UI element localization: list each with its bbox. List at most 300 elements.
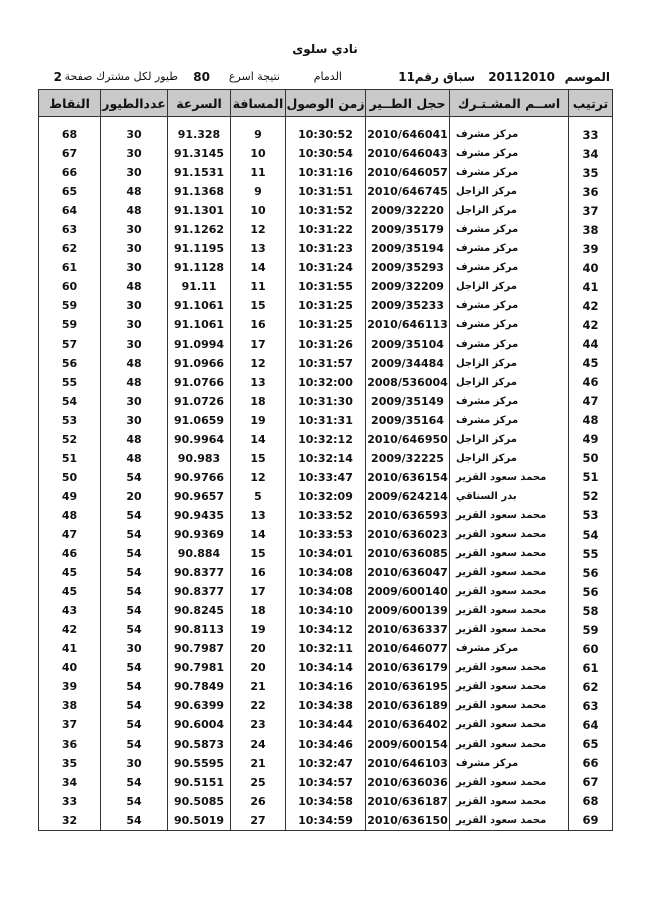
cell-time: 10:33:47 <box>286 468 366 487</box>
cell-ring: 2010/636187 <box>366 792 450 811</box>
cell-name: محمد سعود القزير <box>450 735 569 754</box>
cell-speed: 90.6004 <box>168 715 231 734</box>
cell-time: 10:32:47 <box>286 754 366 773</box>
cell-birds: 54 <box>101 677 168 696</box>
cell-points: 48 <box>39 506 101 525</box>
cell-points: 42 <box>39 620 101 639</box>
cell-rank: 62 <box>569 677 613 696</box>
cell-birds: 30 <box>101 392 168 411</box>
cell-birds: 54 <box>101 506 168 525</box>
cell-rank: 68 <box>569 792 613 811</box>
table-row <box>39 277 613 296</box>
cell-birds: 54 <box>101 658 168 677</box>
cell-name: مركز الزاجل <box>450 354 569 373</box>
table-row <box>39 315 613 334</box>
table-row <box>39 201 613 220</box>
cell-ring: 2010/636179 <box>366 658 450 677</box>
col-header-speed: السرعة <box>168 90 231 117</box>
table-row <box>39 125 613 144</box>
cell-time: 10:31:24 <box>286 258 366 277</box>
cell-time: 10:31:25 <box>286 296 366 315</box>
cell-rank: 41 <box>569 277 613 296</box>
cell-distance: 10 <box>231 201 286 220</box>
cell-distance: 21 <box>231 754 286 773</box>
cell-speed: 91.1195 <box>168 239 231 258</box>
cell-speed: 90.7987 <box>168 639 231 658</box>
cell-birds: 30 <box>101 315 168 334</box>
cell-rank: 53 <box>569 506 613 525</box>
table-row <box>39 163 613 182</box>
table-row <box>39 754 613 773</box>
cell-points: 56 <box>39 354 101 373</box>
cell-time: 10:34:38 <box>286 696 366 715</box>
table-row <box>39 715 613 734</box>
cell-birds: 30 <box>101 144 168 163</box>
cell-birds: 54 <box>101 525 168 544</box>
cell-points: 40 <box>39 658 101 677</box>
cell-speed: 90.5151 <box>168 773 231 792</box>
results-body <box>39 117 613 831</box>
season-value: 20112010 <box>488 70 555 84</box>
cell-points: 36 <box>39 735 101 754</box>
cell-points: 65 <box>39 182 101 201</box>
cell-name: محمد سعود القزير <box>450 525 569 544</box>
cell-name: مركز الزاجل <box>450 449 569 468</box>
cell-rank: 40 <box>569 258 613 277</box>
cell-time: 10:32:14 <box>286 449 366 468</box>
cell-name: مركز مشرف <box>450 392 569 411</box>
cell-name: مركز الزاجل <box>450 277 569 296</box>
cell-points: 66 <box>39 163 101 182</box>
cell-ring: 2009/35293 <box>366 258 450 277</box>
cell-distance: 12 <box>231 220 286 239</box>
table-row <box>39 639 613 658</box>
cell-distance: 17 <box>231 335 286 354</box>
cell-time: 10:31:25 <box>286 315 366 334</box>
cell-points: 68 <box>39 125 101 144</box>
cell-ring: 2010/636085 <box>366 544 450 563</box>
cell-birds: 54 <box>101 696 168 715</box>
col-header-name: اســم المشـتـرك <box>450 90 569 117</box>
cell-time: 10:31:23 <box>286 239 366 258</box>
cell-rank: 50 <box>569 449 613 468</box>
cell-name: محمد سعود القزير <box>450 563 569 582</box>
cell-distance: 20 <box>231 639 286 658</box>
cell-speed: 90.9435 <box>168 506 231 525</box>
cell-name: مركز مشرف <box>450 125 569 144</box>
cell-distance: 5 <box>231 487 286 506</box>
cell-birds: 30 <box>101 163 168 182</box>
cell-time: 10:31:16 <box>286 163 366 182</box>
cell-time: 10:30:52 <box>286 125 366 144</box>
cell-distance: 14 <box>231 525 286 544</box>
cell-birds: 54 <box>101 601 168 620</box>
cell-birds: 30 <box>101 335 168 354</box>
cell-name: مركز الزاجل <box>450 182 569 201</box>
cell-speed: 91.1262 <box>168 220 231 239</box>
table-row <box>39 658 613 677</box>
cell-rank: 54 <box>569 525 613 544</box>
cell-time: 10:34:58 <box>286 792 366 811</box>
cell-points: 67 <box>39 144 101 163</box>
table-row <box>39 735 613 754</box>
table-row <box>39 354 613 373</box>
table-row <box>39 620 613 639</box>
cell-points: 59 <box>39 315 101 334</box>
cell-ring: 2008/536004 <box>366 373 450 392</box>
cell-rank: 35 <box>569 163 613 182</box>
cell-birds: 48 <box>101 277 168 296</box>
cell-speed: 90.9657 <box>168 487 231 506</box>
cell-distance: 20 <box>231 658 286 677</box>
cell-points: 32 <box>39 811 101 831</box>
cell-ring: 2009/35194 <box>366 239 450 258</box>
cell-rank: 58 <box>569 601 613 620</box>
cell-time: 10:32:00 <box>286 373 366 392</box>
cell-distance: 13 <box>231 506 286 525</box>
cell-name: محمد سعود القزير <box>450 811 569 831</box>
cell-rank: 69 <box>569 811 613 831</box>
cell-speed: 91.328 <box>168 125 231 144</box>
cell-rank: 44 <box>569 335 613 354</box>
table-row <box>39 411 613 430</box>
cell-name: محمد سعود القزير <box>450 620 569 639</box>
cell-points: 64 <box>39 201 101 220</box>
cell-birds: 54 <box>101 620 168 639</box>
cell-time: 10:34:14 <box>286 658 366 677</box>
cell-points: 47 <box>39 525 101 544</box>
cell-time: 10:32:11 <box>286 639 366 658</box>
cell-speed: 90.8377 <box>168 582 231 601</box>
cell-speed: 90.884 <box>168 544 231 563</box>
cell-speed: 91.1368 <box>168 182 231 201</box>
cell-ring: 2010/636023 <box>366 525 450 544</box>
cell-points: 53 <box>39 411 101 430</box>
cell-rank: 47 <box>569 392 613 411</box>
cell-points: 39 <box>39 677 101 696</box>
cell-name: مركز مشرف <box>450 754 569 773</box>
cell-name: محمد سعود القزير <box>450 658 569 677</box>
cell-name: مركز مشرف <box>450 258 569 277</box>
cell-distance: 16 <box>231 563 286 582</box>
table-row <box>39 601 613 620</box>
cell-distance: 19 <box>231 620 286 639</box>
cell-speed: 90.5085 <box>168 792 231 811</box>
cell-name: محمد سعود القزير <box>450 506 569 525</box>
cell-distance: 15 <box>231 296 286 315</box>
cell-name: محمد سعود القزير <box>450 696 569 715</box>
cell-name: مركز مشرف <box>450 144 569 163</box>
cell-rank: 36 <box>569 182 613 201</box>
cell-distance: 12 <box>231 354 286 373</box>
cell-rank: 55 <box>569 544 613 563</box>
cell-distance: 18 <box>231 601 286 620</box>
fastest-label: نتيجة اسرع <box>228 70 280 83</box>
cell-time: 10:34:12 <box>286 620 366 639</box>
cell-rank: 59 <box>569 620 613 639</box>
cell-ring: 2009/32220 <box>366 201 450 220</box>
cell-speed: 91.3145 <box>168 144 231 163</box>
cell-name: مركز الزاجل <box>450 201 569 220</box>
table-row <box>39 677 613 696</box>
cell-ring: 2010/636337 <box>366 620 450 639</box>
per-entrant-label: طيور لكل مشترك صفحة <box>64 70 178 83</box>
cell-points: 37 <box>39 715 101 734</box>
cell-name: مركز مشرف <box>450 335 569 354</box>
col-header-ring: حجل الطــير <box>366 90 450 117</box>
cell-speed: 91.0766 <box>168 373 231 392</box>
cell-ring: 2009/624214 <box>366 487 450 506</box>
cell-speed: 90.9964 <box>168 430 231 449</box>
cell-ring: 2010/636189 <box>366 696 450 715</box>
cell-name: محمد سعود القزير <box>450 715 569 734</box>
table-row <box>39 544 613 563</box>
cell-distance: 9 <box>231 182 286 201</box>
table-row <box>39 449 613 468</box>
cell-ring: 2010/636047 <box>366 563 450 582</box>
cell-rank: 67 <box>569 773 613 792</box>
cell-speed: 90.9766 <box>168 468 231 487</box>
cell-distance: 23 <box>231 715 286 734</box>
cell-name: بدر السناقي <box>450 487 569 506</box>
table-header-row <box>39 90 613 117</box>
table-row <box>39 392 613 411</box>
cell-birds: 48 <box>101 182 168 201</box>
cell-points: 50 <box>39 468 101 487</box>
results-table <box>38 89 613 831</box>
cell-name: محمد سعود القزير <box>450 601 569 620</box>
cell-speed: 91.11 <box>168 277 231 296</box>
cell-distance: 14 <box>231 258 286 277</box>
cell-ring: 2010/646077 <box>366 639 450 658</box>
page-number: 2 <box>53 70 62 84</box>
cell-time: 10:30:54 <box>286 144 366 163</box>
table-row <box>39 811 613 831</box>
cell-name: محمد سعود القزير <box>450 582 569 601</box>
table-row <box>39 258 613 277</box>
cell-ring: 2009/600139 <box>366 601 450 620</box>
cell-birds: 30 <box>101 239 168 258</box>
cell-rank: 48 <box>569 411 613 430</box>
cell-name: مركز الزاجل <box>450 373 569 392</box>
cell-points: 45 <box>39 582 101 601</box>
col-header-rank: ترتيب <box>569 90 613 117</box>
race-label: سباق رقم <box>414 70 475 84</box>
cell-birds: 48 <box>101 430 168 449</box>
cell-name: مركز مشرف <box>450 220 569 239</box>
club-title: نادي سلوى <box>292 42 358 56</box>
cell-distance: 9 <box>231 125 286 144</box>
cell-ring: 2009/600140 <box>366 582 450 601</box>
cell-ring: 2010/646113 <box>366 315 450 334</box>
cell-name: مركز مشرف <box>450 296 569 315</box>
cell-time: 10:31:30 <box>286 392 366 411</box>
cell-birds: 48 <box>101 201 168 220</box>
cell-birds: 48 <box>101 354 168 373</box>
cell-time: 10:34:10 <box>286 601 366 620</box>
cell-ring: 2009/35104 <box>366 335 450 354</box>
cell-ring: 2010/636150 <box>366 811 450 831</box>
cell-time: 10:31:57 <box>286 354 366 373</box>
cell-ring: 2010/646103 <box>366 754 450 773</box>
cell-distance: 12 <box>231 468 286 487</box>
cell-speed: 90.7981 <box>168 658 231 677</box>
table-row <box>39 220 613 239</box>
cell-birds: 54 <box>101 715 168 734</box>
cell-birds: 48 <box>101 449 168 468</box>
table-row <box>39 239 613 258</box>
cell-speed: 90.8113 <box>168 620 231 639</box>
cell-rank: 61 <box>569 658 613 677</box>
cell-speed: 90.6399 <box>168 696 231 715</box>
col-header-points: النقاط <box>39 90 101 117</box>
table-row <box>39 373 613 392</box>
cell-distance: 10 <box>231 144 286 163</box>
cell-birds: 54 <box>101 563 168 582</box>
cell-birds: 30 <box>101 296 168 315</box>
cell-points: 51 <box>39 449 101 468</box>
cell-distance: 22 <box>231 696 286 715</box>
race-number: 11 <box>398 70 415 84</box>
table-row <box>39 296 613 315</box>
cell-speed: 91.0659 <box>168 411 231 430</box>
cell-rank: 66 <box>569 754 613 773</box>
cell-ring: 2010/646057 <box>366 163 450 182</box>
cell-points: 41 <box>39 639 101 658</box>
cell-distance: 21 <box>231 677 286 696</box>
table-row <box>39 430 613 449</box>
cell-time: 10:34:01 <box>286 544 366 563</box>
cell-rank: 46 <box>569 373 613 392</box>
cell-birds: 30 <box>101 125 168 144</box>
cell-rank: 52 <box>569 487 613 506</box>
cell-distance: 27 <box>231 811 286 831</box>
table-row <box>39 144 613 163</box>
cell-time: 10:34:57 <box>286 773 366 792</box>
cell-points: 54 <box>39 392 101 411</box>
cell-ring: 2009/35149 <box>366 392 450 411</box>
cell-distance: 24 <box>231 735 286 754</box>
cell-time: 10:34:46 <box>286 735 366 754</box>
table-row <box>39 182 613 201</box>
cell-time: 10:31:26 <box>286 335 366 354</box>
cell-time: 10:31:22 <box>286 220 366 239</box>
cell-distance: 15 <box>231 449 286 468</box>
cell-birds: 54 <box>101 544 168 563</box>
fastest-count: 80 <box>193 70 210 84</box>
cell-rank: 37 <box>569 201 613 220</box>
cell-birds: 30 <box>101 411 168 430</box>
cell-time: 10:34:59 <box>286 811 366 831</box>
cell-speed: 91.1128 <box>168 258 231 277</box>
cell-rank: 49 <box>569 430 613 449</box>
cell-distance: 15 <box>231 544 286 563</box>
cell-name: مركز مشرف <box>450 639 569 658</box>
spacer-row <box>39 117 613 126</box>
cell-ring: 2009/32209 <box>366 277 450 296</box>
cell-points: 43 <box>39 601 101 620</box>
col-header-distance: المسافة <box>231 90 286 117</box>
cell-distance: 17 <box>231 582 286 601</box>
cell-distance: 26 <box>231 792 286 811</box>
cell-speed: 91.1061 <box>168 296 231 315</box>
cell-rank: 56 <box>569 563 613 582</box>
cell-time: 10:32:12 <box>286 430 366 449</box>
cell-name: محمد سعود القزير <box>450 792 569 811</box>
cell-name: محمد سعود القزير <box>450 677 569 696</box>
cell-distance: 14 <box>231 430 286 449</box>
cell-rank: 65 <box>569 735 613 754</box>
cell-rank: 34 <box>569 144 613 163</box>
cell-points: 46 <box>39 544 101 563</box>
cell-distance: 25 <box>231 773 286 792</box>
cell-name: مركز الزاجل <box>450 430 569 449</box>
table-row <box>39 563 613 582</box>
cell-birds: 48 <box>101 373 168 392</box>
cell-points: 49 <box>39 487 101 506</box>
cell-time: 10:34:44 <box>286 715 366 734</box>
cell-speed: 91.1301 <box>168 201 231 220</box>
table-row <box>39 696 613 715</box>
cell-time: 10:33:53 <box>286 525 366 544</box>
cell-ring: 2010/646043 <box>366 144 450 163</box>
cell-rank: 39 <box>569 239 613 258</box>
cell-points: 59 <box>39 296 101 315</box>
cell-birds: 54 <box>101 735 168 754</box>
cell-points: 57 <box>39 335 101 354</box>
cell-speed: 91.1531 <box>168 163 231 182</box>
race-location: الدمام <box>313 70 342 83</box>
cell-ring: 2010/646950 <box>366 430 450 449</box>
cell-time: 10:34:08 <box>286 563 366 582</box>
cell-speed: 90.983 <box>168 449 231 468</box>
cell-time: 10:34:16 <box>286 677 366 696</box>
cell-speed: 90.5873 <box>168 735 231 754</box>
cell-distance: 13 <box>231 373 286 392</box>
table-row <box>39 335 613 354</box>
cell-birds: 54 <box>101 468 168 487</box>
cell-ring: 2009/34484 <box>366 354 450 373</box>
cell-ring: 2009/35233 <box>366 296 450 315</box>
cell-name: مركز مشرف <box>450 163 569 182</box>
cell-speed: 90.8377 <box>168 563 231 582</box>
cell-birds: 54 <box>101 811 168 831</box>
cell-ring: 2009/35164 <box>366 411 450 430</box>
cell-time: 10:32:09 <box>286 487 366 506</box>
cell-ring: 2010/636195 <box>366 677 450 696</box>
cell-ring: 2010/646745 <box>366 182 450 201</box>
cell-speed: 91.0994 <box>168 335 231 354</box>
cell-points: 63 <box>39 220 101 239</box>
table-row <box>39 468 613 487</box>
table-row <box>39 582 613 601</box>
cell-birds: 54 <box>101 582 168 601</box>
cell-birds: 20 <box>101 487 168 506</box>
col-header-time: زمن الوصول <box>286 90 366 117</box>
cell-ring: 2010/636593 <box>366 506 450 525</box>
cell-distance: 18 <box>231 392 286 411</box>
cell-rank: 51 <box>569 468 613 487</box>
cell-rank: 33 <box>569 125 613 144</box>
cell-speed: 90.9369 <box>168 525 231 544</box>
cell-birds: 54 <box>101 773 168 792</box>
cell-distance: 13 <box>231 239 286 258</box>
cell-speed: 90.8245 <box>168 601 231 620</box>
cell-time: 10:31:31 <box>286 411 366 430</box>
cell-speed: 91.0726 <box>168 392 231 411</box>
cell-speed: 90.5595 <box>168 754 231 773</box>
cell-time: 10:31:55 <box>286 277 366 296</box>
